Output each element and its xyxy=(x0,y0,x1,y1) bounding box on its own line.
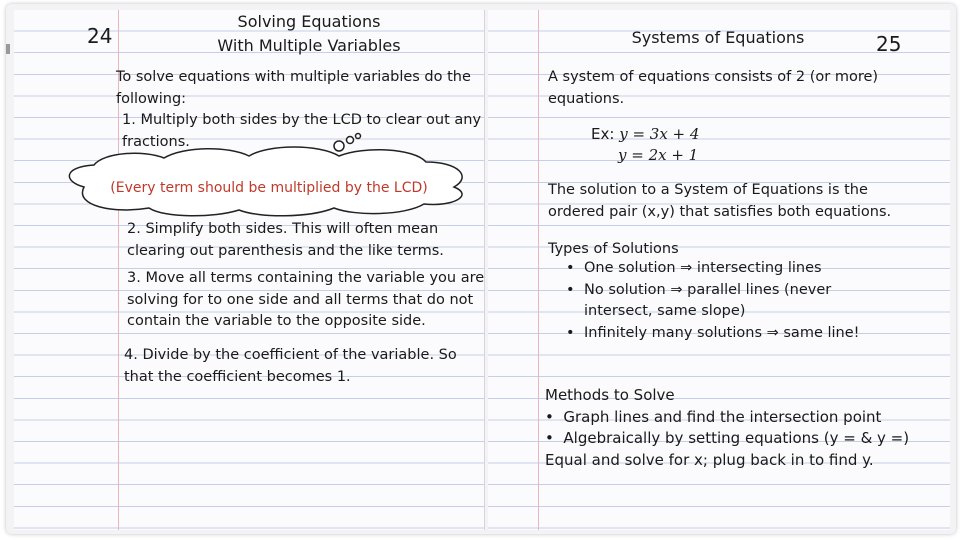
methods-to-solve xyxy=(545,385,945,471)
definition-line: equations. xyxy=(548,90,625,107)
type-item-continued xyxy=(562,301,943,323)
type-item: • No solution ⇒ parallel lines (never xyxy=(562,280,943,302)
step-2 xyxy=(127,219,497,262)
step-4-line: 4. Divide by the coefficient of the variable. So xyxy=(124,347,457,363)
example-equations xyxy=(591,124,699,166)
example-equation-2: y = 2x + 1 xyxy=(618,146,699,164)
method-2: Algebraically by setting equations (y = & y =) xyxy=(563,429,910,448)
step-1-line: fractions. xyxy=(122,133,190,150)
step-2-line: clearing out parenthesis and the like terms. xyxy=(127,242,444,259)
method-2-continued: Equal and solve for x; plug back in to find y. xyxy=(545,450,874,469)
methods-heading: Methods to Solve xyxy=(545,386,675,404)
left-title-line1: Solving Equations xyxy=(237,12,381,31)
method-1: Graph lines and find the intersection point xyxy=(563,407,882,426)
solution-line: The solution to a System of Equations is the xyxy=(548,182,868,198)
step-3-line: contain the variable to the opposite side. xyxy=(127,313,426,330)
left-page-title xyxy=(194,10,424,58)
page-number-right: 25 xyxy=(876,32,902,56)
step-3 xyxy=(127,268,497,333)
solution-line: ordered pair (x,y) that satisfies both equations. xyxy=(548,203,892,220)
step-2-line: 2. Simplify both sides. This will often mean xyxy=(127,221,439,237)
notebook xyxy=(6,4,956,534)
bullet: • xyxy=(545,407,564,426)
lcd-note: (Every term should be multiplied by the LCD) xyxy=(110,180,428,196)
page-number-left: 24 xyxy=(87,24,113,48)
left-page xyxy=(14,10,485,530)
type-item: • One solution ⇒ intersecting lines xyxy=(562,258,943,280)
step-1-line: 1. Multiply both sides by the LCD to clear out any xyxy=(122,112,482,129)
example-equation-1: y = 3x + 4 xyxy=(619,125,700,143)
types-of-solutions xyxy=(548,241,943,344)
step-3-line: 3. Move all terms containing the variable you are xyxy=(127,270,485,286)
solution-definition xyxy=(548,180,943,223)
types-heading: Types of Solutions xyxy=(548,241,679,257)
intro-line: following: xyxy=(116,90,187,107)
margin-line xyxy=(538,10,539,530)
right-page-title: Systems of Equations xyxy=(631,28,805,47)
definition-line: A system of equations consists of 2 (or more) xyxy=(548,69,879,85)
bullet: • xyxy=(545,429,564,448)
type-item: • Infinitely many solutions ⇒ same line! xyxy=(562,323,943,345)
step-3-line: solving for to one side and all terms that do not xyxy=(127,291,474,308)
type-item-continued-text: intersect, same slope) xyxy=(584,303,746,320)
intro-line: To solve equations with multiple variables do the xyxy=(116,69,471,85)
left-title-line2: With Multiple Variables xyxy=(217,36,401,55)
notebook-edge-mark xyxy=(6,44,10,54)
step-4 xyxy=(124,345,494,388)
thought-cloud-icon xyxy=(54,132,484,222)
example-label: Ex: xyxy=(591,125,615,143)
step-4-line: that the coefficient becomes 1. xyxy=(124,368,351,385)
system-definition xyxy=(548,67,943,110)
right-page xyxy=(488,10,950,530)
